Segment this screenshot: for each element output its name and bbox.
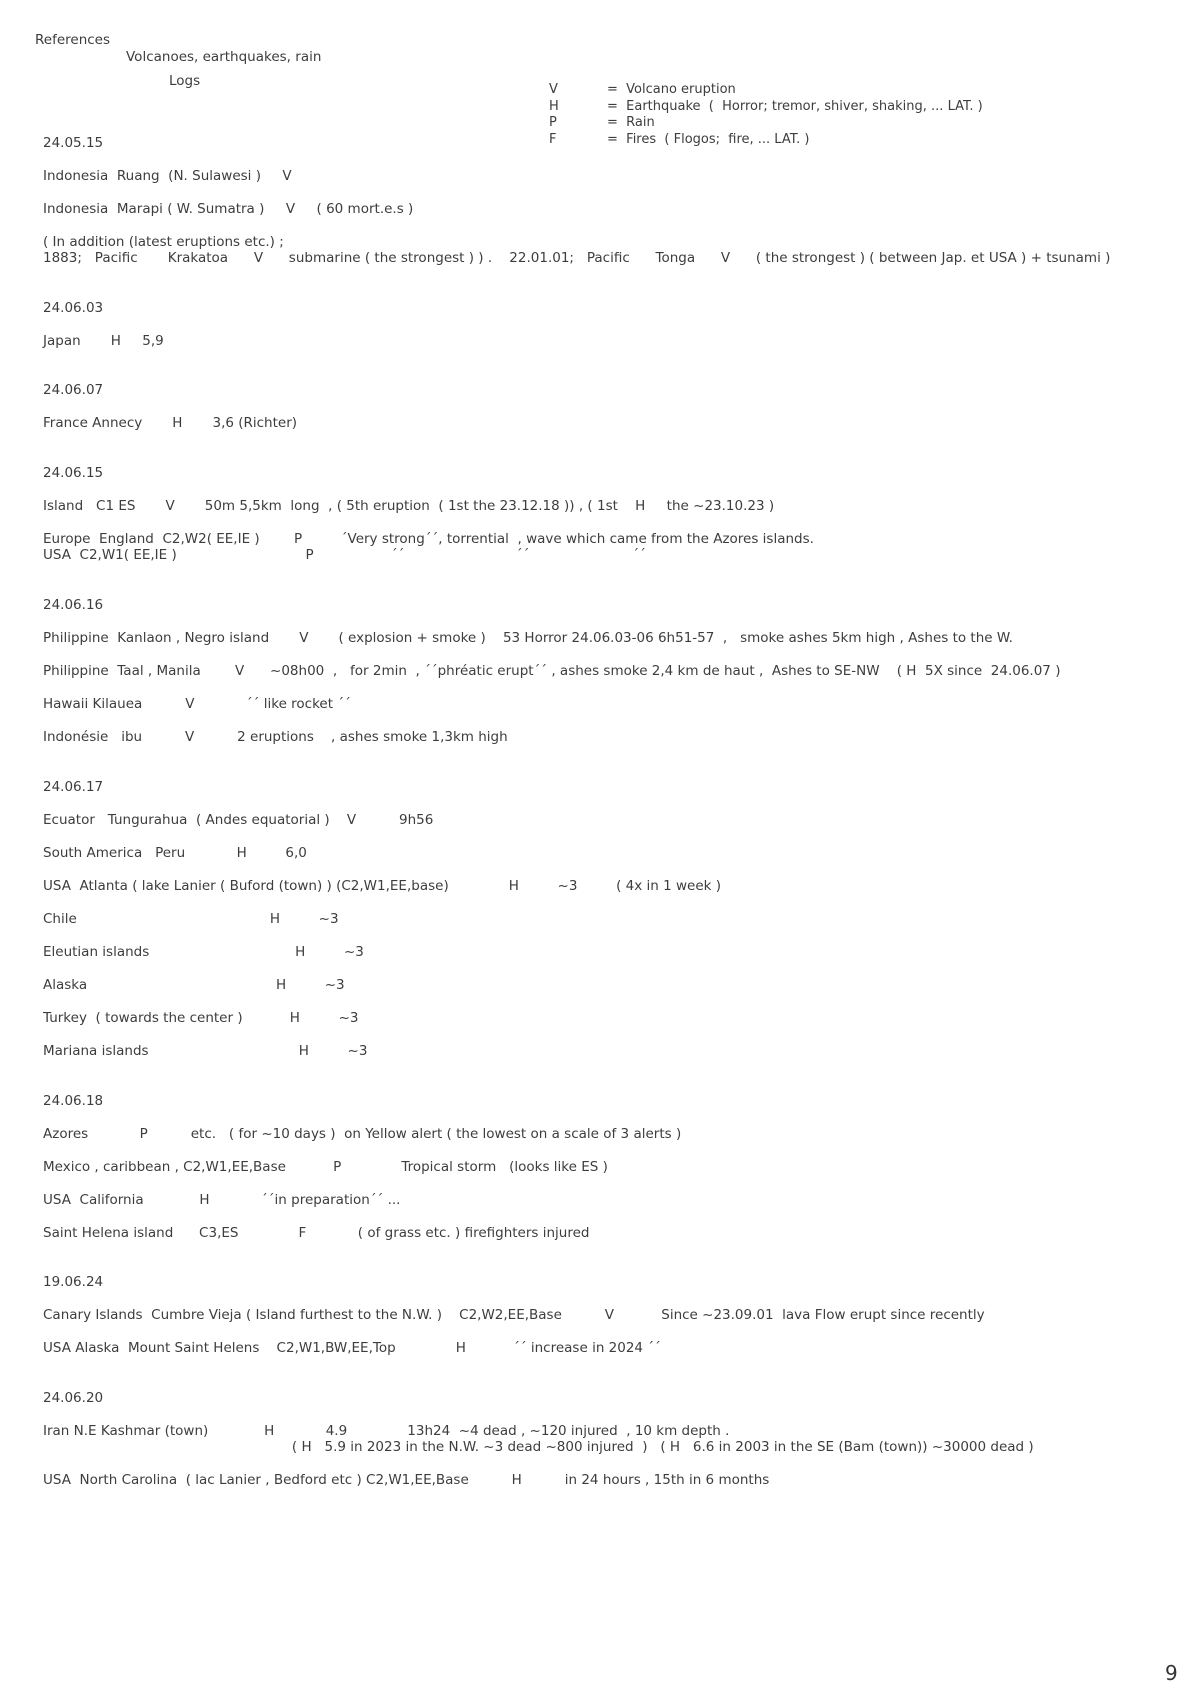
- log-line: Mariana islands H ~3: [43, 1043, 368, 1059]
- log-line: Hawaii Kilauea V ´´ like rocket ´´: [43, 696, 351, 712]
- legend-code: H: [549, 99, 559, 114]
- log-line: USA Alaska Mount Saint Helens C2,W1,BW,EE,Top H ´´ increase in 2024 ´´: [43, 1340, 661, 1356]
- log-line: Iran N.E Kashmar (town) H 4.9 13h24 ~4 dead , ~120 injured , 10 km depth .: [43, 1423, 730, 1439]
- legend-code: V: [549, 82, 558, 97]
- entry-date: 24.06.07: [43, 382, 104, 398]
- document-subtitle: Volcanoes, earthquakes, rain: [126, 49, 322, 65]
- logs-label: Logs: [169, 73, 201, 89]
- log-line: Canary Islands Cumbre Vieja ( Island furthest to the N.W. ) C2,W2,EE,Base V Since ~23.09.01 lava Flow erupt since recently: [43, 1307, 985, 1323]
- log-line: Japan H 5,9: [43, 333, 164, 349]
- entry-date: 24.05.15: [43, 135, 104, 151]
- log-line: USA C2,W1( EE,IE ) P ´´ ´´ ´´: [43, 547, 646, 563]
- log-line: Indonésie ibu V 2 eruptions , ashes smoke 1,3km high: [43, 729, 508, 745]
- log-line: Eleutian islands H ~3: [43, 944, 364, 960]
- references-heading: References: [35, 32, 111, 48]
- log-line: Ecuator Tungurahua ( Andes equatorial ) V 9h56: [43, 812, 434, 828]
- log-line: Azores P etc. ( for ~10 days ) on Yellow alert ( the lowest on a scale of 3 alerts ): [43, 1126, 682, 1142]
- log-line: USA Atlanta ( lake Lanier ( Buford (town) ) (C2,W1,EE,base) H ~3 ( 4x in 1 week ): [43, 878, 722, 894]
- entry-date: 24.06.16: [43, 597, 104, 613]
- log-line: Philippine Taal , Manila V ~08h00 , for 2min , ´´phréatic erupt´´ , ashes smoke 2,4 km de haut , Ashes to SE-NW ( H 5X since 24.06.07 ): [43, 663, 1061, 679]
- log-line: USA California H ´´in preparation´´ ...: [43, 1192, 401, 1208]
- legend-code: P: [549, 115, 557, 130]
- entry-date: 24.06.03: [43, 300, 104, 316]
- log-line: Mexico , caribbean , C2,W1,EE,Base P Tropical storm (looks like ES ): [43, 1159, 608, 1175]
- entry-date: 19.06.24: [43, 1274, 104, 1290]
- log-line: 1883; Pacific Krakatoa V submarine ( the strongest ) ) . 22.01.01; Pacific Tonga V ( the strongest ) ( between Jap. et USA ) + tsunami ): [43, 250, 1111, 266]
- legend-code: F: [549, 132, 557, 147]
- entry-date: 24.06.15: [43, 465, 104, 481]
- log-line: USA North Carolina ( lac Lanier , Bedford etc ) C2,W1,EE,Base H in 24 hours , 15th in 6 months: [43, 1472, 770, 1488]
- log-line: ( In addition (latest eruptions etc.) ;: [43, 234, 284, 250]
- legend-text: = Rain: [607, 115, 655, 130]
- log-line: Turkey ( towards the center ) H ~3: [43, 1010, 359, 1026]
- entry-date: 24.06.18: [43, 1093, 104, 1109]
- log-line: ( H 5.9 in 2023 in the N.W. ~3 dead ~800 injured ) ( H 6.6 in 2003 in the SE (Bam (town)) ~30000 dead ): [43, 1439, 1034, 1455]
- log-line: Chile H ~3: [43, 911, 339, 927]
- page-number: 9: [1165, 1661, 1178, 1685]
- log-line: Indonesia Marapi ( W. Sumatra ) V ( 60 mort.e.s ): [43, 201, 414, 217]
- log-line: Europe England C2,W2( EE,IE ) P ´Very strong´´, torrential , wave which came from the Azores islands.: [43, 531, 814, 547]
- log-line: Indonesia Ruang (N. Sulawesi ) V: [43, 168, 292, 184]
- log-line: Island C1 ES V 50m 5,5km long , ( 5th eruption ( 1st the 23.12.18 )) , ( 1st H the ~23.10.23 ): [43, 498, 775, 514]
- log-line: South America Peru H 6,0: [43, 845, 307, 861]
- log-line: Alaska H ~3: [43, 977, 345, 993]
- log-line: Philippine Kanlaon , Negro island V ( explosion + smoke ) 53 Horror 24.06.03-06 6h51-57 , smoke ashes 5km high , Ashes to the W.: [43, 630, 1013, 646]
- log-line: France Annecy H 3,6 (Richter): [43, 415, 298, 431]
- legend-text: = Fires ( Flogos; fire, ... LAT. ): [607, 132, 810, 147]
- entry-date: 24.06.17: [43, 779, 104, 795]
- log-line: Saint Helena island C3,ES F ( of grass etc. ) firefighters injured: [43, 1225, 590, 1241]
- legend-text: = Earthquake ( Horror; tremor, shiver, shaking, ... LAT. ): [607, 99, 983, 114]
- legend-text: = Volcano eruption: [607, 82, 736, 97]
- entry-date: 24.06.20: [43, 1390, 104, 1406]
